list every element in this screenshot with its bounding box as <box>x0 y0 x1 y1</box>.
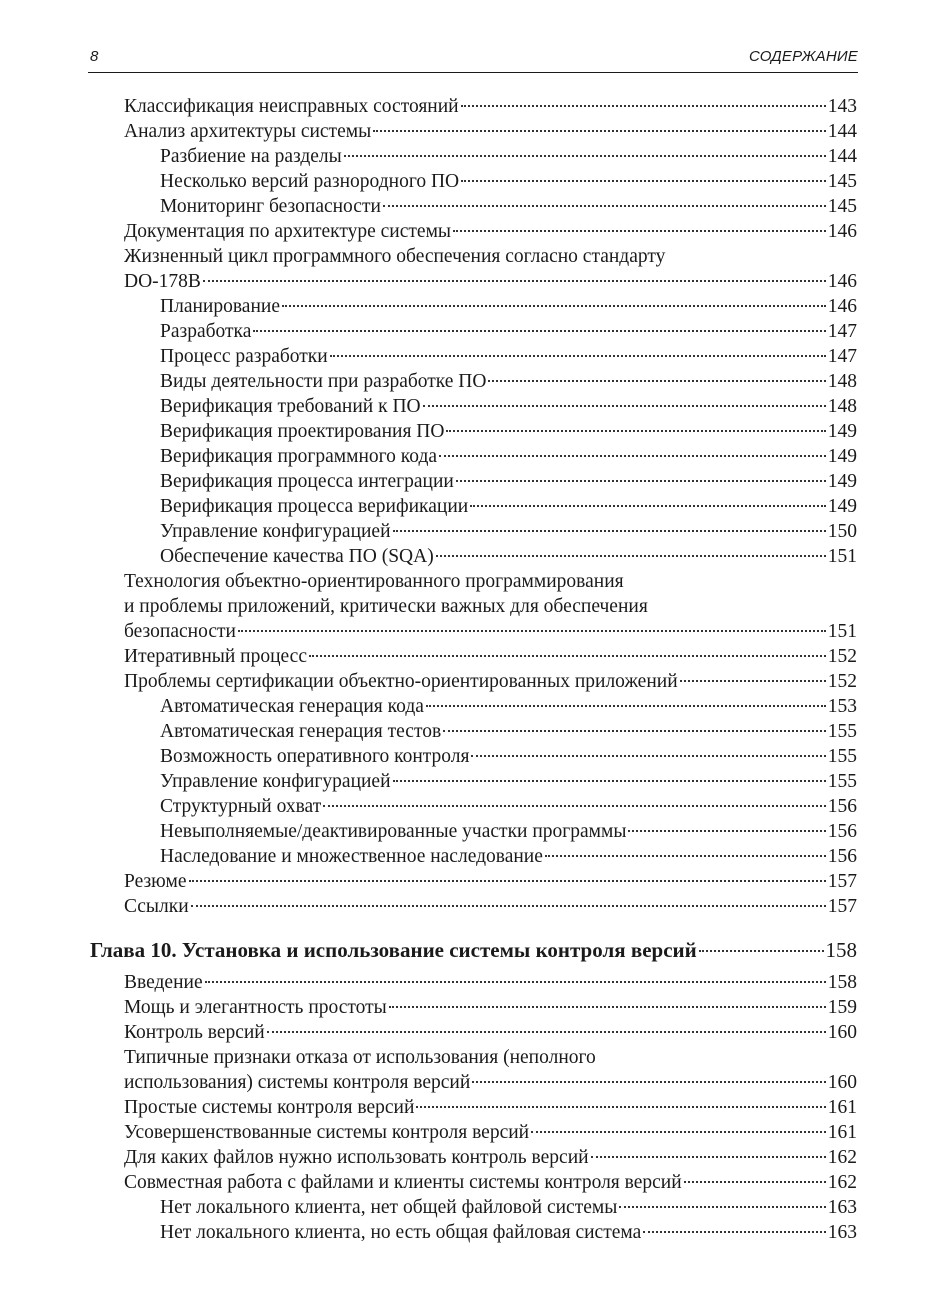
toc-subentry[interactable]: Разработка 147 <box>160 321 857 342</box>
toc-subentry[interactable]: Планирование 146 <box>160 296 857 317</box>
toc-entry[interactable]: безопасности 151 <box>124 621 857 642</box>
toc-entry-line[interactable]: и проблемы приложений, критически важных для обеспечения <box>124 596 648 617</box>
toc-entry[interactable]: Итеративный процесс 152 <box>124 646 857 667</box>
toc-subentry[interactable]: Верификация процесса интеграции 149 <box>160 471 857 492</box>
toc-entry[interactable]: использования) системы контроля версий 160 <box>124 1072 857 1093</box>
toc-entry-line[interactable]: Типичные признаки отказа от использования (неполного <box>124 1047 596 1068</box>
toc-subentry[interactable]: Виды деятельности при разработке ПО 148 <box>160 371 857 392</box>
toc-subentry[interactable]: Наследование и множественное наследование 156 <box>160 846 857 867</box>
toc-entry[interactable]: Ссылки 157 <box>124 896 857 917</box>
toc-subentry[interactable]: Процесс разработки 147 <box>160 346 857 367</box>
toc-entry[interactable]: Введение 158 <box>124 972 857 993</box>
toc-entry-line[interactable]: Технология объектно-ориентированного программирования <box>124 571 624 592</box>
toc-subentry[interactable]: Верификация процесса верификации 149 <box>160 496 857 517</box>
toc-subentry[interactable]: Управление конфигурацией 150 <box>160 521 857 542</box>
toc-subentry[interactable]: Верификация программного кода 149 <box>160 446 857 467</box>
toc-subentry[interactable]: Возможность оперативного контроля 155 <box>160 746 857 767</box>
toc-subentry[interactable]: Автоматическая генерация тестов 155 <box>160 721 857 742</box>
running-head: СОДЕРЖАНИЕ <box>748 48 858 65</box>
toc-entry[interactable]: Контроль версий 160 <box>124 1022 857 1043</box>
toc-subentry[interactable]: Разбиение на разделы 144 <box>160 146 857 167</box>
page-header <box>88 44 858 73</box>
toc-entry[interactable]: Усовершенствованные системы контроля версий 161 <box>124 1122 857 1143</box>
toc-entry[interactable]: Мощь и элегантность простоты 159 <box>124 997 857 1018</box>
toc-entry[interactable]: Простые системы контроля версий 161 <box>124 1097 857 1118</box>
toc-subentry[interactable]: Несколько версий разнородного ПО 145 <box>160 171 857 192</box>
toc-entry[interactable]: Резюме 157 <box>124 871 857 892</box>
toc-subentry[interactable]: Управление конфигурацией 155 <box>160 771 857 792</box>
toc-entry-line[interactable]: Жизненный цикл программного обеспечения согласно стандарту <box>124 246 666 267</box>
chapter-heading[interactable]: Глава 10. Установка и использование системы контроля версий 158 <box>90 938 857 962</box>
toc-subentry[interactable]: Мониторинг безопасности 145 <box>160 196 857 217</box>
page-number: 8 <box>90 48 99 65</box>
toc-entry[interactable]: Проблемы сертификации объектно-ориентированных приложений 152 <box>124 671 857 692</box>
toc-subentry[interactable]: Невыполняемые/деактивированные участки программы 156 <box>160 821 857 842</box>
toc-subentry[interactable]: Нет локального клиента, нет общей файловой системы 163 <box>160 1197 857 1218</box>
toc-subentry[interactable]: Верификация требований к ПО 148 <box>160 396 857 417</box>
toc-entry[interactable]: DO-178B 146 <box>124 271 857 292</box>
toc-entry[interactable]: Совместная работа с файлами и клиенты системы контроля версий 162 <box>124 1172 857 1193</box>
toc-subentry[interactable]: Структурный охват 156 <box>160 796 857 817</box>
toc-subentry[interactable]: Автоматическая генерация кода 153 <box>160 696 857 717</box>
toc-entry[interactable]: Документация по архитектуре системы 146 <box>124 221 857 242</box>
toc-subentry[interactable]: Верификация проектирования ПО 149 <box>160 421 857 442</box>
toc-subentry[interactable]: Обеспечение качества ПО (SQA) 151 <box>160 546 857 567</box>
toc-entry[interactable]: Для каких файлов нужно использовать контроль версий 162 <box>124 1147 857 1168</box>
toc-entry[interactable]: Анализ архитектуры системы 144 <box>124 121 857 142</box>
toc-subentry[interactable]: Нет локального клиента, но есть общая файловая система 163 <box>160 1222 857 1243</box>
toc-entry[interactable]: Классификация неисправных состояний 143 <box>124 96 857 117</box>
